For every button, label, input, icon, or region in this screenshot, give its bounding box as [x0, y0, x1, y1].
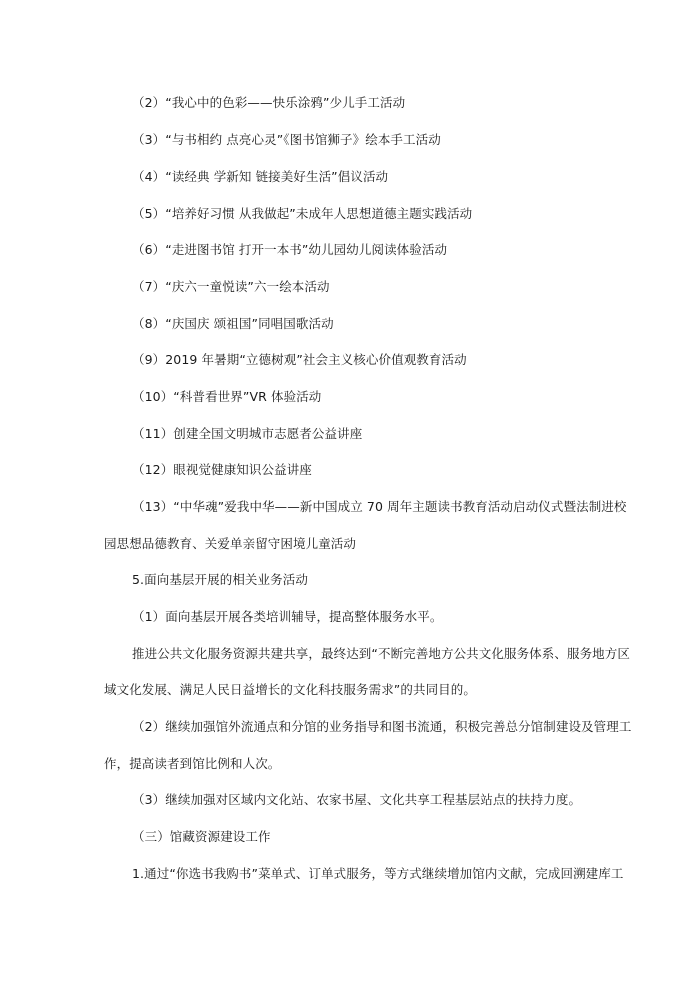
paragraph-line: 域文化发展、满足人民日益增长的文化科技服务需求”的共同目的。 [104, 682, 476, 697]
list-item-13: （13）“中华魂”爱我中华——新中国成立 70 周年主题读书教育活动启动仪式暨法制进校 [132, 499, 627, 514]
list-item-9: （9）2019 年暑期“立德树观”社会主义核心价值观教育活动 [132, 352, 467, 367]
list-item-12: （12）眼视觉健康知识公益讲座 [132, 462, 312, 477]
list-item-11: （11）创建全国文明城市志愿者公益讲座 [132, 426, 363, 441]
list-item-5: （5）“培养好习惯 从我做起”未成年人思想道德主题实践活动 [132, 206, 473, 221]
list-item-4: （4）“读经典 学新知 链接美好生活”倡议活动 [132, 169, 389, 184]
list-item-3: （3）“与书相约 点亮心灵”《图书馆狮子》绘本手工活动 [132, 132, 441, 147]
paragraph-line: 推进公共文化服务资源共建共享，最终达到“不断完善地方公共文化服务体系、服务地方区 [132, 646, 630, 661]
list-item-10: （10）“科普看世界”VR 体验活动 [132, 389, 322, 404]
list-item-8: （8）“庆国庆 颂祖国”同唱国歌活动 [132, 316, 334, 331]
list-item-2: （2）“我心中的色彩——快乐涂鸦”少儿手工活动 [132, 95, 406, 110]
paragraph-line: 1.通过“你选书我购书”菜单式、订单式服务，等方式继续增加馆内文献，完成回溯建库工 [132, 866, 624, 881]
section-heading-3: （三）馆藏资源建设工作 [132, 829, 271, 844]
list-item-6: （6）“走进图书馆 打开一本书”幼儿园幼儿阅读体验活动 [132, 242, 448, 257]
subitem-2-cont: 作，提高读者到馆比例和人次。 [104, 756, 281, 771]
section-heading-5: 5.面向基层开展的相关业务活动 [132, 572, 308, 587]
subitem-3: （3）继续加强对区域内文化站、农家书屋、文化共享工程基层站点的扶持力度。 [132, 792, 582, 807]
subitem-2: （2）继续加强馆外流通点和分馆的业务指导和图书流通，积极完善总分馆制建设及管理工 [132, 719, 632, 734]
list-item-7: （7）“庆六一童悦读”六一绘本活动 [132, 279, 330, 294]
subitem-1: （1）面向基层开展各类培训辅导，提高整体服务水平。 [132, 609, 443, 624]
list-item-13-cont: 园思想品德教育、关爱单亲留守困境儿童活动 [104, 536, 357, 551]
